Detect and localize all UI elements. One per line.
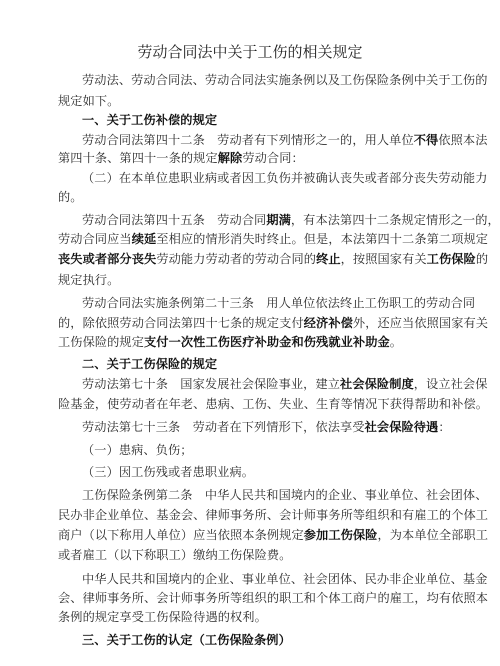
paragraph-line: 险基金，使劳动者在年老、患病、工伤、失业、生育等情况下获得帮助和补偿。 xyxy=(58,397,489,411)
paragraph-line: 劳动合同应当续延至相应的情形消失时终止。但是，本法第四十二条第二项规定 xyxy=(58,232,489,246)
page-title: 劳动合同法中关于工伤的相关规定 xyxy=(137,43,363,61)
paragraph-line: 劳动合同法实施条例第二十三条 用人单位依法终止工伤职工的劳动合同 xyxy=(82,296,476,310)
paragraph-line: 第四十条、第四十一条的规定解除劳动合同： xyxy=(58,151,304,165)
paragraph-line: 丧失或者部分丧失劳动能力劳动者的劳动合同的终止，按照国家有关工伤保险的 xyxy=(58,252,489,266)
paragraph-line: （二）在本单位患职业病或者因工负伤并被确认丧失或者部分丧失劳动能力 xyxy=(82,171,488,185)
section-heading: 二、关于工伤保险的规定 xyxy=(82,357,218,371)
paragraph-line: 工伤保险的规定支付一次性工伤医疗补助金和伤残就业补助金。 xyxy=(58,335,403,349)
paragraph-line: 会、律师事务所、会计师事务所等组织的职工和个体工商户的雇工，均有依照本 xyxy=(58,591,489,605)
paragraph-line: 劳动合同法第四十五条 劳动合同期满，有本法第四十二条规定情形之一的， xyxy=(82,213,500,227)
paragraph-line: 劳动合同法第四十二条 劳动者有下列情形之一的，用人单位不得依照本法 xyxy=(82,133,488,147)
paragraph-line: 中华人民共和国境内的企业、事业单位、社会团体、民办非企业单位、基金 xyxy=(82,572,488,586)
paragraph-line: 的。 xyxy=(58,190,83,204)
list-item: （一）患病、负伤； xyxy=(82,443,193,457)
paragraph-line: 或者雇工（以下称职工）缴纳工伤保险费。 xyxy=(58,548,292,562)
paragraph-line: 的，除依照劳动合同法第四十七条的规定支付经济补偿外，还应当依照国家有关 xyxy=(58,316,489,330)
paragraph-line: 工伤保险条例第二条 中华人民共和国境内的企业、事业单位、社会团体、 xyxy=(82,488,488,502)
intro-line: 规定如下。 xyxy=(58,94,120,108)
intro-line: 劳动法、劳动合同法、劳动合同法实施条例以及工伤保险条例中关于工伤的 xyxy=(82,73,488,87)
paragraph-line: 劳动法第七十三条 劳动者在下列情形下，依法享受社会保险待遇： xyxy=(82,420,451,434)
section-heading: 一、关于工伤补偿的规定 xyxy=(82,113,218,127)
list-item: （三）因工伤残或者患职业病。 xyxy=(82,465,255,479)
paragraph-line: 条例的规定享受工伤保险待遇的权利。 xyxy=(58,610,267,624)
paragraph-line: 民办非企业单位、基金会、律师事务所、会计师事务所等组织和有雇工的个体工 xyxy=(58,508,489,522)
paragraph-line: 劳动法第七十条 国家发展社会保险事业，建立社会保险制度，设立社会保 xyxy=(82,377,488,391)
paragraph-line: 规定执行。 xyxy=(58,273,120,287)
section-heading: 三、关于工伤的认定（工伤保险条例） xyxy=(82,633,291,647)
paragraph-line: 商户（以下称用人单位）应当依照本条例规定参加工伤保险，为本单位全部职工 xyxy=(58,528,489,542)
